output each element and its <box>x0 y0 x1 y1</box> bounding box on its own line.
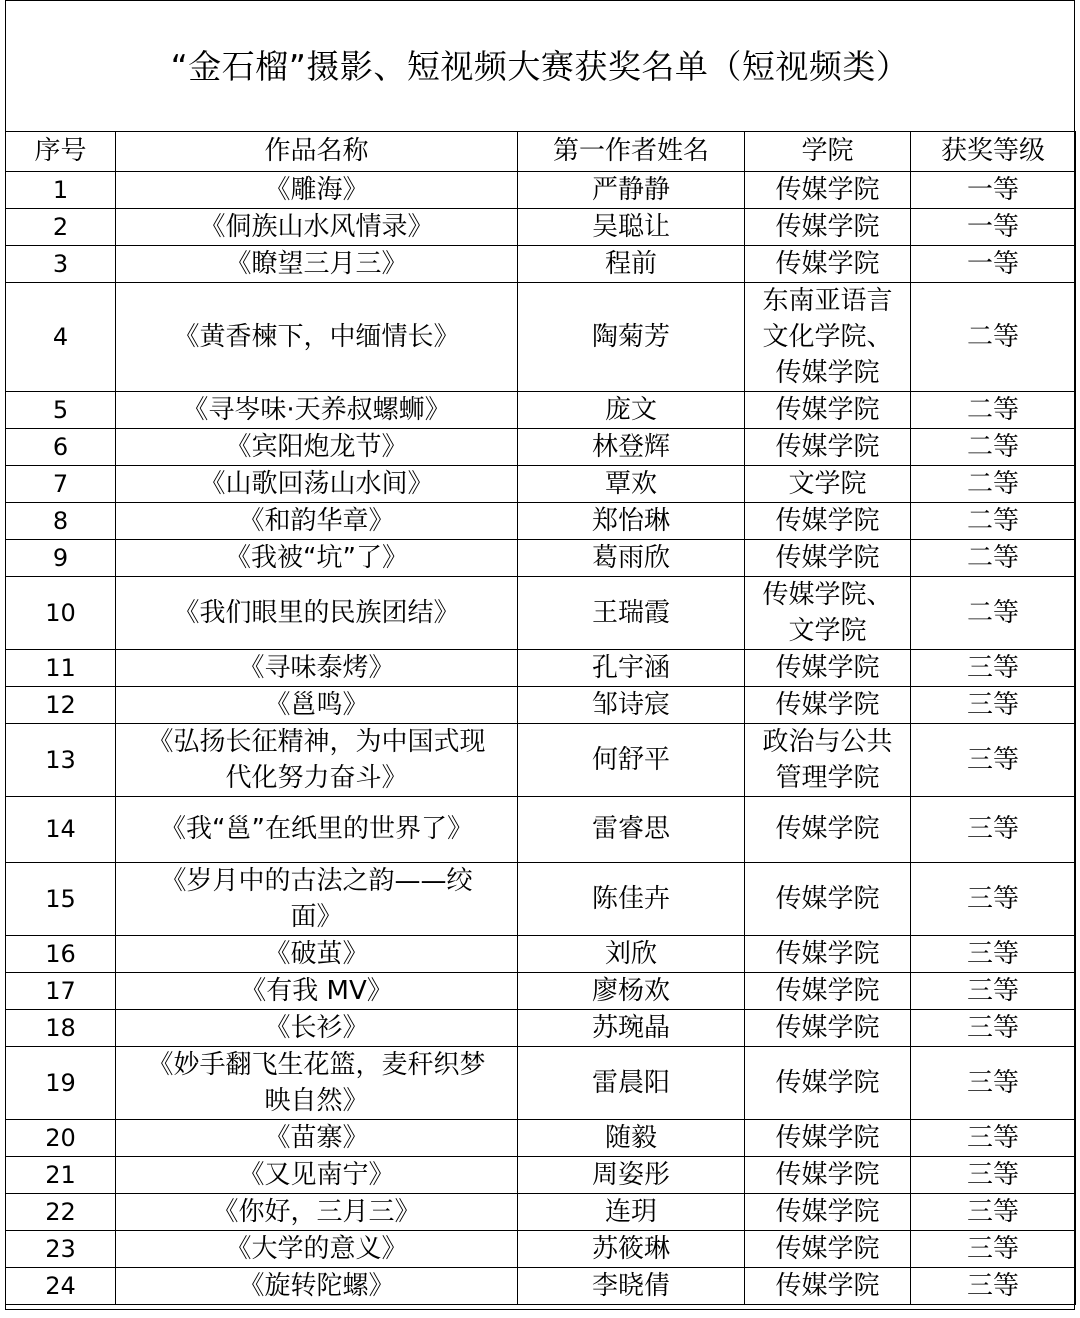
column-header-number: 序号 <box>6 132 116 172</box>
cell-number <box>6 724 116 797</box>
cell-college-text: 政治与公共管理学院 <box>762 727 893 793</box>
cell-work-title <box>116 863 518 936</box>
cell-college <box>745 466 911 503</box>
cell-college <box>745 503 911 540</box>
cell-number-text: 14 <box>45 815 76 843</box>
table-row <box>6 1268 1076 1305</box>
cell-author <box>518 1120 745 1157</box>
cell-work-title-text: 《邕鸣》 <box>264 689 369 720</box>
cell-author-text: 覃欢 <box>604 468 657 499</box>
cell-award-level-text: 三等 <box>966 1122 1019 1153</box>
cell-author <box>518 936 745 973</box>
cell-college-text: 传媒学院 <box>775 211 880 242</box>
cell-number <box>6 503 116 540</box>
cell-author <box>518 392 745 429</box>
cell-college-text: 东南亚语言文化学院、传媒学院 <box>762 286 893 388</box>
cell-author-text: 吴聪让 <box>591 211 670 242</box>
table-row <box>6 1157 1076 1194</box>
cell-award-level-text: 三等 <box>966 1012 1019 1043</box>
cell-work-title-text: 《大学的意义》 <box>225 1233 408 1264</box>
cell-college-text: 传媒学院 <box>775 689 880 720</box>
cell-award-level-text: 三等 <box>966 883 1019 914</box>
cell-award-level <box>911 466 1076 503</box>
cell-number-text: 16 <box>45 939 76 968</box>
cell-work-title <box>116 1268 518 1305</box>
cell-work-title <box>116 503 518 540</box>
cell-college-text: 传媒学院 <box>775 542 880 573</box>
cell-college-text: 传媒学院 <box>775 814 880 844</box>
cell-award-level <box>911 1268 1076 1305</box>
cell-number <box>6 936 116 973</box>
cell-work-title <box>116 1120 518 1157</box>
table-row <box>6 503 1076 540</box>
cell-award-level <box>911 540 1076 577</box>
cell-work-title <box>116 392 518 429</box>
cell-college-text: 传媒学院 <box>775 431 880 462</box>
table-row <box>6 973 1076 1010</box>
cell-author-text: 刘欣 <box>604 938 657 969</box>
cell-college <box>745 1231 911 1268</box>
cell-award-level-text: 一等 <box>966 248 1019 279</box>
cell-work-title <box>116 283 518 392</box>
cell-work-title-text: 《你好，三月三》 <box>212 1196 421 1227</box>
cell-number <box>6 466 116 503</box>
cell-number-text: 17 <box>45 976 76 1005</box>
cell-work-title-text: 《寻味泰烤》 <box>238 652 395 683</box>
cell-college-text: 传媒学院 <box>775 1233 880 1264</box>
cell-work-title-text: 《我“邕”在纸里的世界了》 <box>160 814 473 844</box>
cell-award-level-text: 二等 <box>966 542 1019 573</box>
cell-number-text: 10 <box>45 598 76 627</box>
cell-award-level <box>911 973 1076 1010</box>
cell-award-level <box>911 392 1076 429</box>
table-row <box>6 1120 1076 1157</box>
cell-author <box>518 540 745 577</box>
cell-work-title-text: 《雕海》 <box>264 174 369 205</box>
column-header-college: 学院 <box>745 132 911 172</box>
cell-work-title <box>116 1231 518 1268</box>
cell-work-title-text: 《我们眼里的民族团结》 <box>173 597 460 628</box>
cell-college <box>745 1268 911 1305</box>
cell-award-level <box>911 650 1076 687</box>
cell-author-text: 严静静 <box>591 174 670 205</box>
cell-author-text: 庞文 <box>604 394 657 425</box>
cell-award-level-text: 三等 <box>966 689 1019 720</box>
cell-author <box>518 1010 745 1047</box>
cell-work-title-text: 《旋转陀螺》 <box>238 1270 395 1301</box>
cell-number-text: 5 <box>52 395 69 424</box>
cell-work-title-text: 《和韵华章》 <box>238 505 395 536</box>
cell-award-level <box>911 724 1076 797</box>
cell-college-text: 传媒学院 <box>775 652 880 683</box>
cell-award-level <box>911 1231 1076 1268</box>
cell-number-text: 4 <box>52 322 69 351</box>
cell-number <box>6 1120 116 1157</box>
cell-author-text: 陈佳卉 <box>591 883 670 914</box>
cell-author-text: 葛雨欣 <box>591 542 670 573</box>
cell-college <box>745 687 911 724</box>
cell-award-level <box>911 936 1076 973</box>
cell-college <box>745 1047 911 1120</box>
cell-author-text: 郑怡琳 <box>591 505 670 536</box>
cell-author <box>518 209 745 246</box>
cell-author-text: 林登辉 <box>591 431 670 462</box>
cell-author-text: 随毅 <box>604 1122 657 1153</box>
cell-author-text: 李晓倩 <box>591 1270 670 1301</box>
cell-college <box>745 797 911 863</box>
cell-work-title <box>116 429 518 466</box>
cell-work-title-text: 《有我 MV》 <box>240 975 393 1006</box>
table-row <box>6 540 1076 577</box>
cell-author <box>518 1157 745 1194</box>
cell-award-level <box>911 209 1076 246</box>
cell-work-title <box>116 172 518 209</box>
cell-number-text: 3 <box>52 249 69 278</box>
cell-number <box>6 246 116 283</box>
cell-college-text: 传媒学院 <box>775 394 880 425</box>
table-row <box>6 724 1076 797</box>
cell-work-title <box>116 936 518 973</box>
cell-award-level <box>911 687 1076 724</box>
cell-number <box>6 863 116 936</box>
cell-number-text: 9 <box>52 543 69 572</box>
cell-college <box>745 724 911 797</box>
cell-college <box>745 1157 911 1194</box>
award-list-sheet <box>5 0 1075 1310</box>
cell-award-level-text: 三等 <box>966 975 1019 1006</box>
cell-work-title <box>116 466 518 503</box>
cell-award-level <box>911 429 1076 466</box>
cell-number <box>6 283 116 392</box>
table-row <box>6 246 1076 283</box>
cell-work-title <box>116 1010 518 1047</box>
cell-work-title-text: 《瞭望三月三》 <box>225 248 408 279</box>
cell-author <box>518 797 745 863</box>
cell-number <box>6 1268 116 1305</box>
cell-award-level <box>911 1010 1076 1047</box>
cell-college-text: 传媒学院 <box>775 1122 880 1153</box>
cell-college-text: 传媒学院 <box>775 938 880 969</box>
cell-author <box>518 650 745 687</box>
cell-college <box>745 1194 911 1231</box>
cell-author <box>518 577 745 650</box>
cell-college-text: 传媒学院 <box>775 1067 880 1098</box>
cell-number-text: 8 <box>52 506 69 535</box>
cell-award-level <box>911 863 1076 936</box>
cell-work-title-text: 《长衫》 <box>264 1012 369 1043</box>
cell-work-title-text: 《黄香楝下，中缅情长》 <box>173 321 460 352</box>
cell-number-text: 12 <box>45 690 76 719</box>
cell-award-level-text: 三等 <box>966 814 1019 844</box>
cell-award-level <box>911 577 1076 650</box>
cell-work-title <box>116 650 518 687</box>
cell-work-title-text: 《寻岑味·天养叔螺蛳》 <box>182 394 451 425</box>
cell-college <box>745 973 911 1010</box>
column-header-award-level: 获奖等级 <box>911 132 1076 172</box>
cell-work-title-text: 《又见南宁》 <box>238 1159 395 1190</box>
cell-number-text: 1 <box>52 175 69 204</box>
cell-college <box>745 209 911 246</box>
cell-award-level-text: 二等 <box>966 505 1019 536</box>
cell-college <box>745 1010 911 1047</box>
cell-award-level-text: 三等 <box>966 938 1019 969</box>
cell-award-level-text: 三等 <box>966 652 1019 683</box>
cell-college <box>745 540 911 577</box>
cell-award-level-text: 三等 <box>966 1159 1019 1190</box>
cell-number <box>6 650 116 687</box>
title-box <box>6 1 1074 132</box>
cell-author <box>518 863 745 936</box>
table-row <box>6 466 1076 503</box>
cell-number-text: 2 <box>52 212 69 241</box>
cell-author <box>518 724 745 797</box>
cell-college-text: 传媒学院 <box>775 174 880 205</box>
cell-number-text: 24 <box>45 1271 76 1300</box>
table-row <box>6 1194 1076 1231</box>
cell-author-text: 孔宇涵 <box>591 652 670 683</box>
cell-number-text: 7 <box>52 469 69 498</box>
cell-work-title <box>116 973 518 1010</box>
cell-college <box>745 577 911 650</box>
cell-number <box>6 577 116 650</box>
cell-author <box>518 429 745 466</box>
cell-number <box>6 429 116 466</box>
cell-work-title-text: 《破茧》 <box>264 938 369 969</box>
award-table <box>5 131 1076 1305</box>
cell-work-title <box>116 687 518 724</box>
cell-author-text: 廖杨欢 <box>591 975 670 1006</box>
cell-number-text: 13 <box>45 745 76 774</box>
cell-number-text: 22 <box>45 1197 76 1226</box>
cell-college-text: 传媒学院 <box>775 1196 880 1227</box>
cell-author-text: 王瑞霞 <box>591 597 670 628</box>
table-row <box>6 172 1076 209</box>
cell-author <box>518 1268 745 1305</box>
cell-work-title <box>116 797 518 863</box>
cell-work-title-text: 《山歌回荡山水间》 <box>199 468 434 499</box>
cell-number <box>6 1010 116 1047</box>
cell-award-level <box>911 1047 1076 1120</box>
table-row <box>6 283 1076 392</box>
cell-author-text: 邹诗宸 <box>591 689 670 720</box>
cell-award-level <box>911 1120 1076 1157</box>
cell-award-level-text: 三等 <box>966 1067 1019 1098</box>
cell-number <box>6 1231 116 1268</box>
table-row <box>6 863 1076 936</box>
cell-author <box>518 503 745 540</box>
cell-work-title <box>116 209 518 246</box>
cell-award-level <box>911 1194 1076 1231</box>
cell-number <box>6 797 116 863</box>
cell-author <box>518 687 745 724</box>
cell-award-level-text: 二等 <box>966 597 1019 628</box>
cell-author-text: 雷晨阳 <box>591 1067 670 1098</box>
cell-number-text: 18 <box>45 1013 76 1042</box>
cell-college <box>745 246 911 283</box>
cell-number <box>6 172 116 209</box>
table-row <box>6 429 1076 466</box>
cell-award-level-text: 二等 <box>966 394 1019 425</box>
table-row <box>6 797 1076 863</box>
cell-author <box>518 973 745 1010</box>
cell-college-text: 文学院 <box>788 468 867 499</box>
cell-work-title <box>116 246 518 283</box>
cell-award-level <box>911 283 1076 392</box>
cell-college-text: 传媒学院 <box>775 1012 880 1043</box>
cell-author-text: 连玥 <box>604 1196 657 1227</box>
cell-award-level <box>911 797 1076 863</box>
cell-award-level-text: 一等 <box>966 211 1019 242</box>
table-row <box>6 650 1076 687</box>
cell-work-title <box>116 540 518 577</box>
page-title: “金石榴”摄影、短视频大赛获奖名单（短视频类） <box>170 46 910 86</box>
cell-number-text: 20 <box>45 1123 76 1152</box>
cell-college <box>745 1120 911 1157</box>
cell-award-level-text: 二等 <box>966 431 1019 462</box>
table-body <box>6 172 1076 1305</box>
cell-award-level <box>911 1157 1076 1194</box>
cell-college-text: 传媒学院 <box>775 505 880 536</box>
cell-number <box>6 392 116 429</box>
cell-work-title <box>116 724 518 797</box>
cell-author <box>518 466 745 503</box>
cell-college-text: 传媒学院 <box>775 1159 880 1190</box>
cell-number-text: 19 <box>45 1068 76 1097</box>
cell-author <box>518 1194 745 1231</box>
cell-award-level-text: 二等 <box>966 321 1019 352</box>
cell-college <box>745 392 911 429</box>
table-row <box>6 1231 1076 1268</box>
cell-author <box>518 246 745 283</box>
cell-award-level-text: 三等 <box>966 1270 1019 1301</box>
cell-author <box>518 1047 745 1120</box>
cell-number-text: 15 <box>45 884 76 913</box>
cell-author-text: 雷睿思 <box>591 814 670 844</box>
cell-work-title-text: 《我被“坑”了》 <box>225 542 408 573</box>
cell-work-title <box>116 1157 518 1194</box>
cell-number-text: 23 <box>45 1234 76 1263</box>
cell-college <box>745 429 911 466</box>
table-row <box>6 936 1076 973</box>
cell-award-level-text: 三等 <box>966 744 1019 775</box>
table-header-row <box>6 132 1076 172</box>
cell-college-text: 传媒学院、文学院 <box>762 580 893 646</box>
cell-work-title-text: 《侗族山水风情录》 <box>199 211 434 242</box>
cell-work-title <box>116 1047 518 1120</box>
cell-college <box>745 283 911 392</box>
table-row <box>6 687 1076 724</box>
column-header-author: 第一作者姓名 <box>518 132 745 172</box>
cell-college <box>745 650 911 687</box>
table-row <box>6 1047 1076 1120</box>
table-row <box>6 577 1076 650</box>
cell-work-title-text: 《宾阳炮龙节》 <box>225 431 408 462</box>
cell-college <box>745 863 911 936</box>
cell-award-level-text: 一等 <box>966 174 1019 205</box>
table-row <box>6 209 1076 246</box>
cell-author <box>518 1231 745 1268</box>
cell-number <box>6 540 116 577</box>
cell-author-text: 何舒平 <box>591 744 670 775</box>
cell-number-text: 11 <box>45 653 76 682</box>
cell-college <box>745 936 911 973</box>
cell-number-text: 6 <box>52 432 69 461</box>
cell-number <box>6 1194 116 1231</box>
cell-college <box>745 172 911 209</box>
table-row <box>6 392 1076 429</box>
cell-award-level <box>911 503 1076 540</box>
cell-award-level <box>911 172 1076 209</box>
cell-number <box>6 1157 116 1194</box>
cell-author-text: 苏琬晶 <box>591 1012 670 1043</box>
cell-award-level <box>911 246 1076 283</box>
cell-college-text: 传媒学院 <box>775 248 880 279</box>
cell-author <box>518 283 745 392</box>
cell-number <box>6 1047 116 1120</box>
cell-number <box>6 687 116 724</box>
cell-work-title-text: 《妙手翻飞生花篮，麦秆织梦映自然》 <box>147 1050 486 1116</box>
cell-author-text: 苏筱琳 <box>591 1233 670 1264</box>
cell-author-text: 周姿彤 <box>591 1159 670 1190</box>
cell-college-text: 传媒学院 <box>775 883 880 914</box>
cell-work-title <box>116 577 518 650</box>
cell-work-title-text: 《岁月中的古法之韵——绞面》 <box>160 866 473 932</box>
cell-author-text: 程前 <box>604 248 657 279</box>
cell-college-text: 传媒学院 <box>775 975 880 1006</box>
cell-award-level-text: 三等 <box>966 1233 1019 1264</box>
cell-work-title-text: 《苗寨》 <box>264 1122 369 1153</box>
cell-number <box>6 973 116 1010</box>
cell-college-text: 传媒学院 <box>775 1270 880 1301</box>
cell-award-level-text: 三等 <box>966 1196 1019 1227</box>
cell-number <box>6 209 116 246</box>
cell-author <box>518 172 745 209</box>
cell-work-title-text: 《弘扬长征精神，为中国式现代化努力奋斗》 <box>147 727 486 793</box>
cell-work-title <box>116 1194 518 1231</box>
table-row <box>6 1010 1076 1047</box>
column-header-work-title: 作品名称 <box>116 132 518 172</box>
cell-award-level-text: 二等 <box>966 468 1019 499</box>
cell-number-text: 21 <box>45 1160 76 1189</box>
cell-author-text: 陶菊芳 <box>591 321 670 352</box>
